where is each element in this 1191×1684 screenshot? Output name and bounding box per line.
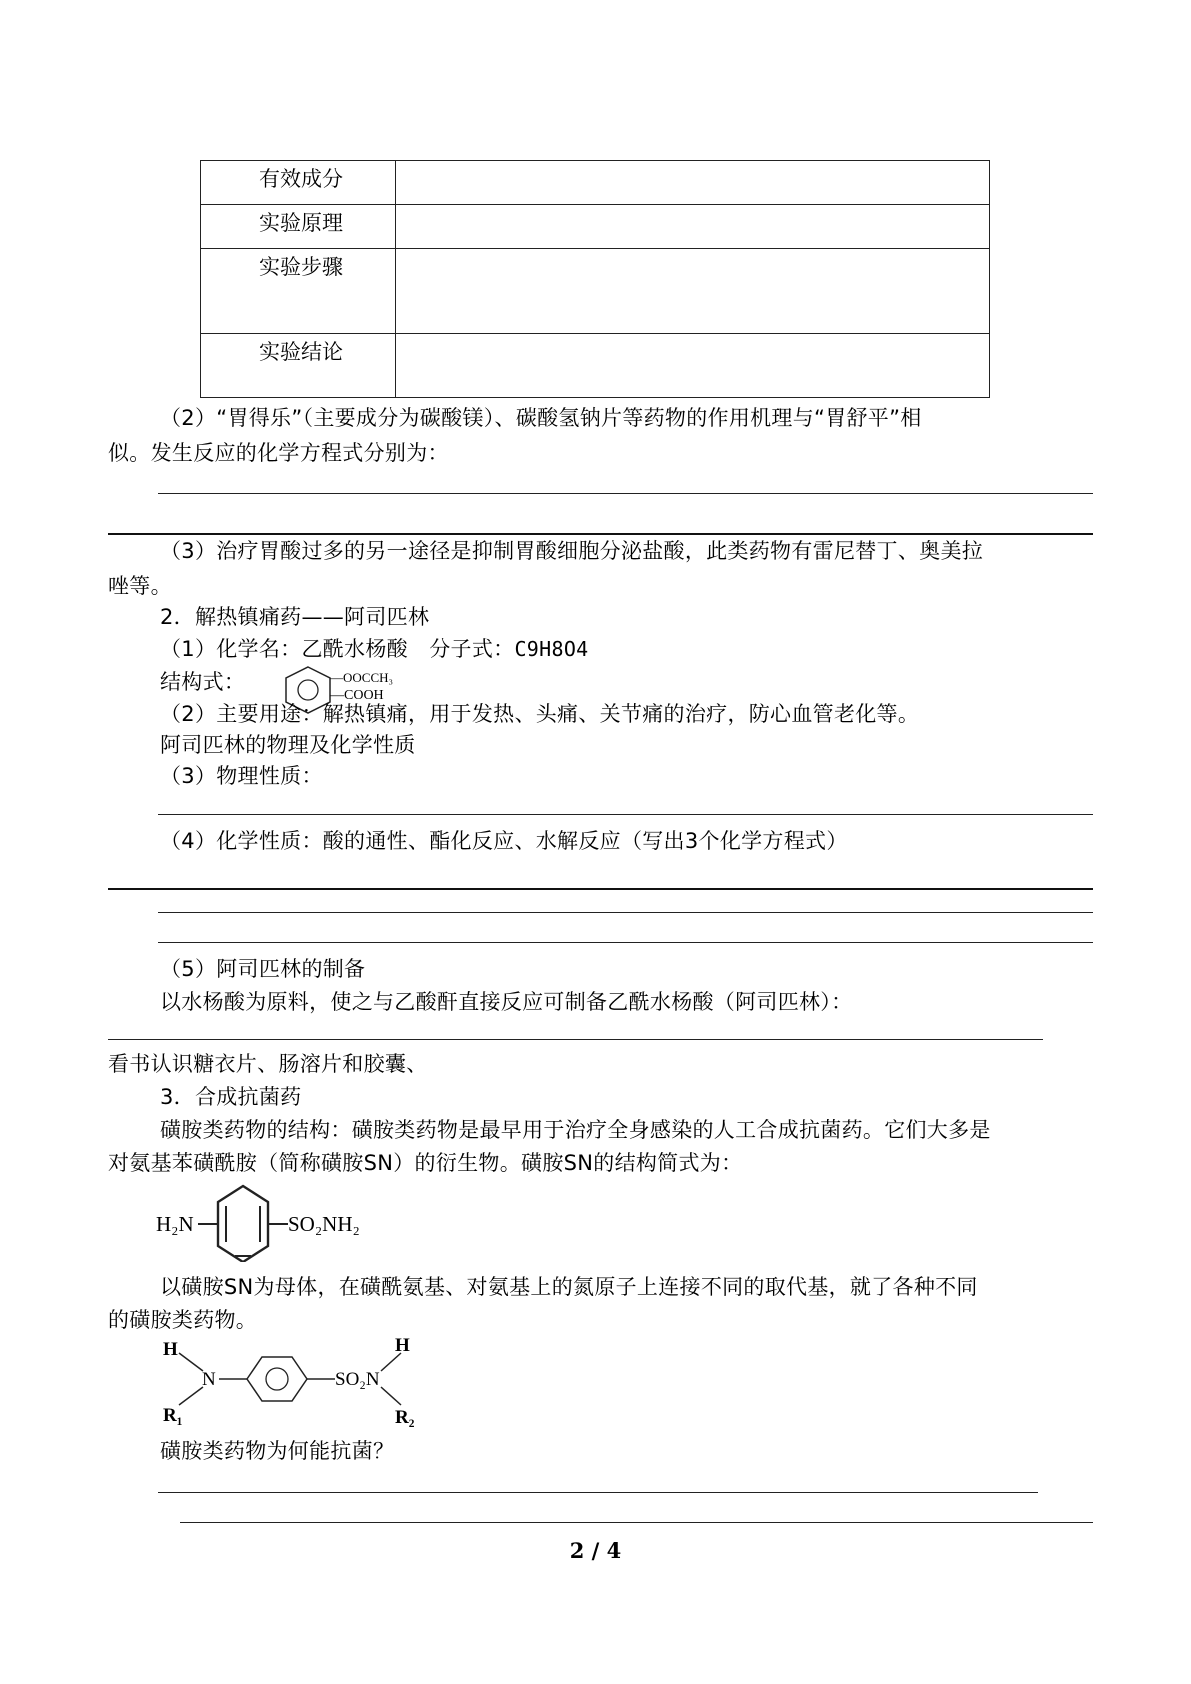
table-row: [201, 249, 990, 334]
answer-line: [180, 1522, 1093, 1523]
sulfa-question: 磺胺类药物为何能抗菌？: [160, 1439, 395, 1463]
answer-line: [108, 533, 1093, 535]
aspirin-props-heading: 阿司匹林的物理及化学性质: [160, 733, 416, 757]
aspirin-prep-heading: （5）阿司匹林的制备: [160, 957, 366, 981]
answer-line: [108, 888, 1093, 890]
answer-line: [158, 493, 1093, 494]
benzene-ring-icon: [247, 1357, 307, 1401]
general-h-left: H: [163, 1339, 178, 1360]
general-so2n: SO₂N: [335, 1369, 380, 1390]
aspirin-use: （2）主要用途：解热镇痛，用于发热、头痛、关节痛的治疗，防心血管老化等。: [160, 702, 920, 726]
answer-line: [158, 1492, 1038, 1493]
reading-note: 看书认识糖衣片、肠溶片和胶囊、: [108, 1052, 428, 1076]
experiment-table: [200, 160, 990, 398]
paragraph-3-line-2: 唑等。: [108, 574, 172, 598]
table-label: 实验步骤: [201, 249, 396, 334]
aspirin-heading: 2．解热镇痛药——阿司匹林: [160, 605, 430, 629]
table-value: [396, 249, 990, 334]
table-label: 实验原理: [201, 205, 396, 249]
aspirin-group-top: —OOCCH₃: [330, 670, 394, 685]
table-row: [201, 334, 990, 398]
sulfa-deriv-line-1: 以磺胺SN为母体，在磺酰氨基、对氨基上的氮原子上连接不同的取代基，就了各种不同: [160, 1275, 978, 1299]
paragraph-3-line-1: （3）治疗胃酸过多的另一途径是抑制胃酸细胞分泌盐酸，此类药物有雷尼替丁、奥美拉: [160, 539, 984, 563]
table-value: [396, 161, 990, 205]
aspirin-group-bottom: —COOH: [330, 688, 384, 703]
aspirin-prep-text: 以水杨酸为原料，使之与乙酸酐直接反应可制备乙酰水杨酸（阿司匹林）：: [160, 990, 853, 1014]
sulfanilamide-structure-icon: [150, 1182, 390, 1262]
table-row: [201, 161, 990, 205]
answer-line: [158, 912, 1093, 913]
benzene-ring-circle-icon: [298, 680, 318, 700]
sulfa-intro-line-2: 对氨基苯磺酰胺（简称磺胺SN）的衍生物。磺胺SN的结构简式为：: [108, 1151, 743, 1175]
sulfonamide-general-structure-icon: [155, 1335, 485, 1430]
aspirin-formula: C9H8O4: [514, 637, 589, 661]
general-n-left: N: [202, 1369, 216, 1390]
sn-right-group: SO₂NH₂: [288, 1212, 360, 1236]
sulfa-heading: 3．合成抗菌药: [160, 1085, 302, 1109]
general-h-right: H: [395, 1335, 410, 1356]
answer-line: [158, 942, 1093, 943]
answer-line: [158, 814, 1093, 815]
aspirin-chem-name: [160, 634, 589, 664]
answer-line: [108, 1039, 1043, 1040]
paragraph-2-line-2: 似。发生反应的化学方程式分别为：: [108, 441, 449, 465]
table-row: [201, 205, 990, 249]
sulfa-intro-line-1: 磺胺类药物的结构：磺胺类药物是最早用于治疗全身感染的人工合成抗菌药。它们大多是: [160, 1118, 991, 1142]
aspirin-chem-name-label: （1）化学名：乙酰水杨酸 分子式：: [160, 637, 515, 661]
sn-left-group: H₂N: [156, 1212, 194, 1236]
table-value: [396, 334, 990, 398]
sulfa-deriv-line-2: 的磺胺类药物。: [108, 1308, 258, 1332]
table-label: 实验结论: [201, 334, 396, 398]
general-r1: R₁: [163, 1405, 183, 1426]
general-r2: R₂: [395, 1407, 415, 1428]
page-number: 2 / 4: [569, 1538, 622, 1563]
aspirin-physical: （3）物理性质：: [160, 764, 323, 788]
table-label: 有效成分: [201, 161, 396, 205]
table-value: [396, 205, 990, 249]
aspirin-struct-label: 结构式：: [160, 670, 246, 694]
aspirin-chemical: （4）化学性质：酸的通性、酯化反应、水解反应（写出3个化学方程式）: [160, 829, 848, 853]
paragraph-2-line-1: （2）“胃得乐”（主要成分为碳酸镁）、碳酸氢钠片等药物的作用机理与“胃舒平”相: [160, 406, 922, 430]
